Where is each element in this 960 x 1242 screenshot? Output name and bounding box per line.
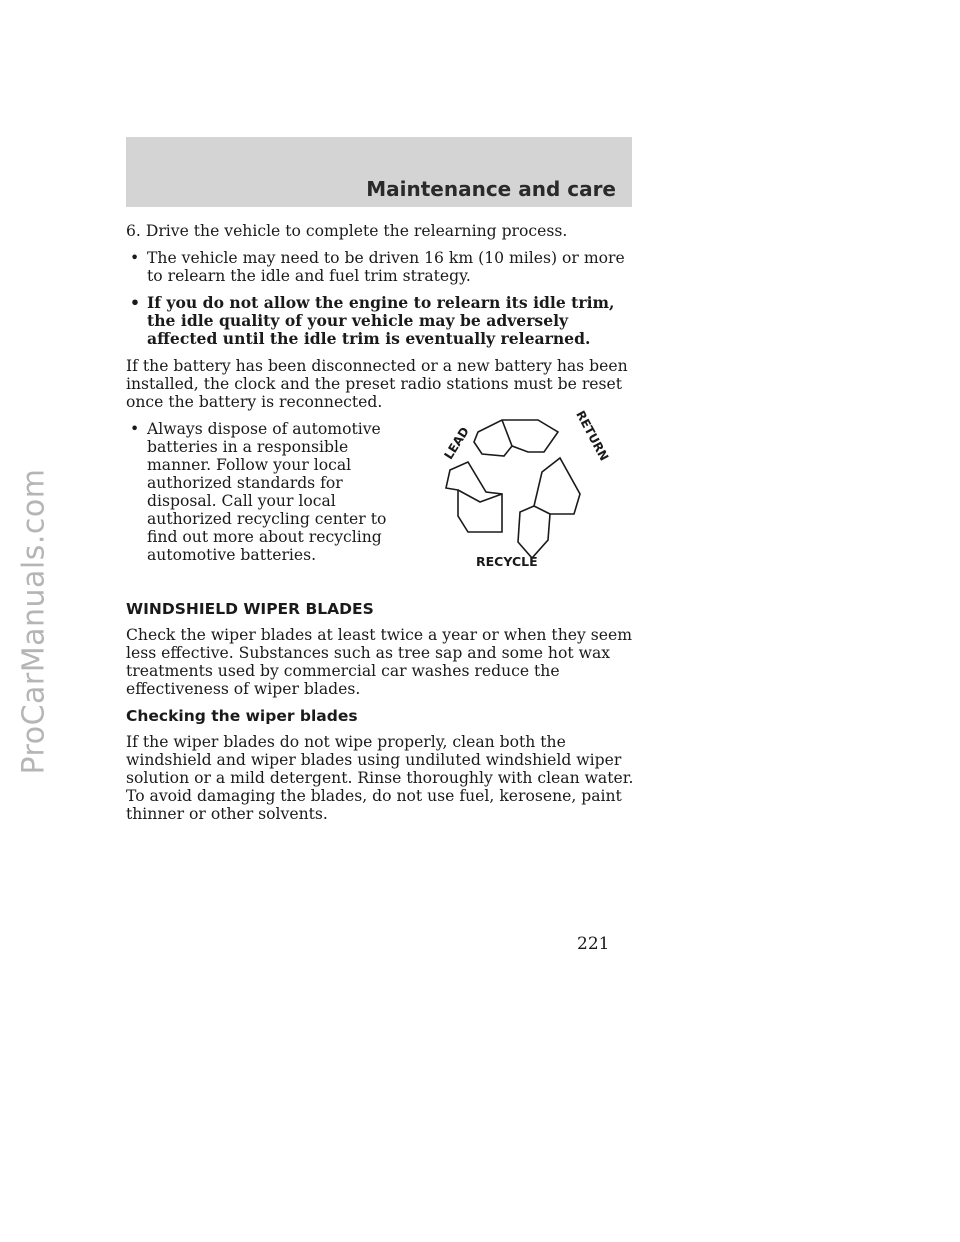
section-title: Maintenance and care <box>366 177 616 201</box>
list-item <box>126 249 636 285</box>
label-return: RETURN <box>573 408 612 464</box>
label-recycle: RECYCLE <box>476 554 538 569</box>
wiper-paragraph: Check the wiper blades at least twice a year or when they seem less effective. Substances such as tree sap and some hot wax treatments used by commercial car washes reduce the effectiveness of wiper blades. <box>126 626 632 698</box>
recycle-symbol-icon <box>420 406 612 584</box>
bullet-icon: • <box>130 293 140 312</box>
section-header <box>126 137 632 207</box>
bullet-text: Always dispose of automotive batteries in a responsible manner. Follow your local authorized standards for disposal. Call your local authorized recycling center to find out more about recycling automotive batteries. <box>147 420 387 564</box>
step-6: 6. Drive the vehicle to complete the relearning process. <box>126 222 568 240</box>
subheading-checking: Checking the wiper blades <box>126 707 358 725</box>
list-item-warning <box>126 294 636 348</box>
recycle-arrow-right <box>518 458 580 558</box>
battery-disposal-block <box>126 408 636 588</box>
heading-wiper-blades: WINDSHIELD WIPER BLADES <box>126 600 374 618</box>
page-number: 221 <box>577 934 610 954</box>
checking-paragraph: If the wiper blades do not wipe properly, clean both the windshield and wiper blades using undiluted windshield wiper solution or a mild detergent. Rinse thoroughly with clean water. To avoid damaging the blades, do not use fuel, kerosene, paint thinner or other solvents. <box>126 733 634 823</box>
label-lead: LEAD <box>441 424 472 462</box>
bullet-icon: • <box>130 420 140 438</box>
bullet-icon: • <box>130 249 140 267</box>
bullet-text: If you do not allow the engine to relearn its idle trim, the idle quality of your vehicle may be adversely affected until the idle trim is eventually relearned. <box>147 293 615 348</box>
battery-paragraph: If the battery has been disconnected or a new battery has been installed, the clock and the preset radio stations must be reset once the battery is reconnected. <box>126 357 628 411</box>
page-content <box>126 222 636 832</box>
watermark <box>8 0 60 1242</box>
bullet-text: The vehicle may need to be driven 16 km (10 miles) or more to relearn the idle and fuel trim strategy. <box>147 249 625 285</box>
recycle-arrow-top <box>474 420 558 456</box>
watermark-text: ProCarManuals.com <box>16 467 52 775</box>
list-item <box>126 420 409 564</box>
